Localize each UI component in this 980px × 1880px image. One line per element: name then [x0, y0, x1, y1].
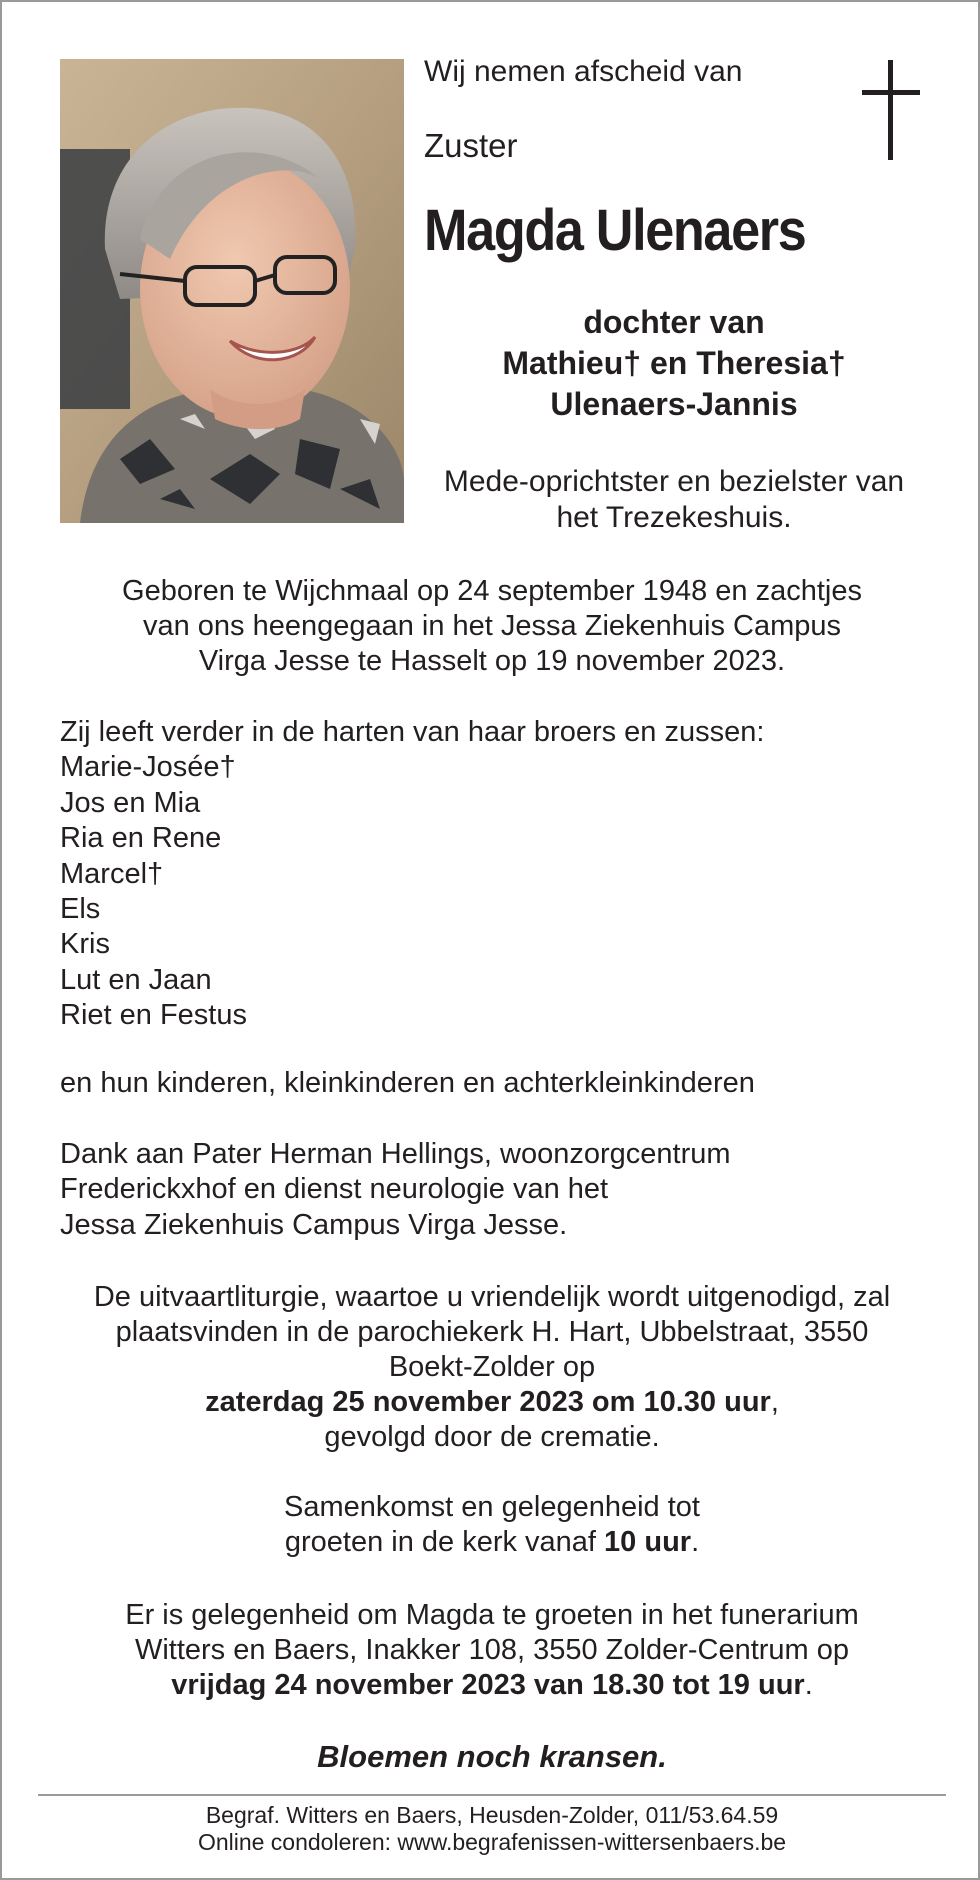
gathering-time: 10 uur	[604, 1526, 692, 1558]
viewing-line: Er is gelegenheid om Magda te groeten in het funerarium	[125, 1599, 859, 1631]
cross-icon	[862, 60, 920, 160]
flowers-note	[42, 1739, 942, 1776]
title-prefix: Zuster	[424, 127, 518, 164]
thanks-block	[60, 1137, 940, 1243]
sibling-item: Lut en Jaan	[60, 963, 212, 996]
sibling-item: Marie-Josée†	[60, 751, 236, 784]
funeral-after: gevolgd door de crematie.	[324, 1421, 660, 1453]
viewing-suffix: .	[804, 1669, 813, 1701]
gathering-suffix: .	[691, 1526, 700, 1558]
footer	[42, 1802, 942, 1856]
funeral-block	[42, 1280, 942, 1455]
sibling-item: Riet en Festus	[60, 999, 247, 1032]
thanks-line: Dank aan Pater Herman Hellings, woonzorgcentrum	[60, 1138, 731, 1170]
survivors-intro: Zij leeft verder in de harten van haar broers en zussen:	[60, 716, 765, 748]
sibling-item: Kris	[60, 928, 110, 961]
viewing-block	[42, 1598, 942, 1703]
gathering-line	[42, 1525, 942, 1560]
funeral-date-line	[42, 1385, 942, 1420]
intro-text: Wij nemen afscheid van	[424, 55, 743, 88]
funeral-date: zaterdag 25 november 2023 om 10.30 uur	[205, 1386, 771, 1418]
sibling-item: Jos en Mia	[60, 786, 201, 819]
funeral-date-suffix: ,	[770, 1386, 779, 1418]
thanks-line: Frederickxhof en dienst neurologie van het	[60, 1173, 609, 1206]
gathering-block	[42, 1490, 942, 1560]
birth-death-line: Geboren te Wijchmaal op 24 september 1948 en zachtjes	[122, 575, 862, 607]
birth-death-line: van ons heengegaan in het Jessa Ziekenhuis Campus	[142, 610, 842, 642]
thanks-line: Jessa Ziekenhuis Campus Virga Jesse.	[60, 1208, 568, 1241]
founder-line: het Trezekeshuis.	[556, 501, 792, 534]
sibling-item: Marcel†	[60, 857, 164, 890]
viewing-line: Witters en Baers, Inakker 108, 3550 Zolder-Centrum op	[134, 1634, 850, 1666]
sibling-item: Els	[60, 893, 101, 926]
sibling-item: Ria en Rene	[60, 822, 222, 855]
birth-death-block	[42, 574, 942, 679]
funeral-line: Boekt-Zolder op	[388, 1351, 596, 1383]
parents-line: dochter van	[583, 304, 765, 340]
parents-line: Ulenaers-Jannis	[550, 386, 798, 422]
footer-line-undertaker: Begraf. Witters en Baers, Heusden-Zolder, 011/53.64.59	[205, 1802, 779, 1828]
portrait-photo	[60, 59, 404, 523]
parents-line: Mathieu† en Theresia†	[502, 345, 846, 381]
gathering-prefix: groeten in de kerk vanaf	[284, 1526, 605, 1558]
founder-line: Mede-oprichtster en bezielster van	[443, 465, 905, 498]
footer-divider	[38, 1794, 946, 1796]
founder-block	[424, 464, 924, 536]
parents-block	[424, 302, 924, 425]
survivors-block	[60, 715, 940, 1034]
viewing-date: vrijdag 24 november 2023 van 18.30 tot 19 uur	[171, 1669, 805, 1701]
gathering-line: Samenkomst en gelegenheid tot	[284, 1491, 700, 1523]
viewing-date-line	[42, 1668, 942, 1703]
funeral-line: plaatsvinden in de parochiekerk H. Hart, Ubbelstraat, 3550	[115, 1316, 869, 1348]
birth-death-line: Virga Jesse te Hasselt op 19 november 2023.	[198, 645, 786, 677]
descendants-line: en hun kinderen, kleinkinderen en achterkleinkinderen	[60, 1067, 755, 1099]
funeral-line: De uitvaartliturgie, waartoe u vriendelijk wordt uitgenodigd, zal	[93, 1281, 891, 1313]
footer-line-condolences: Online condoleren: www.begrafenissen-wittersenbaers.be	[197, 1829, 787, 1855]
flowers-text: Bloemen noch kransen.	[317, 1739, 667, 1774]
deceased-name: Magda Ulenaers	[424, 198, 806, 263]
